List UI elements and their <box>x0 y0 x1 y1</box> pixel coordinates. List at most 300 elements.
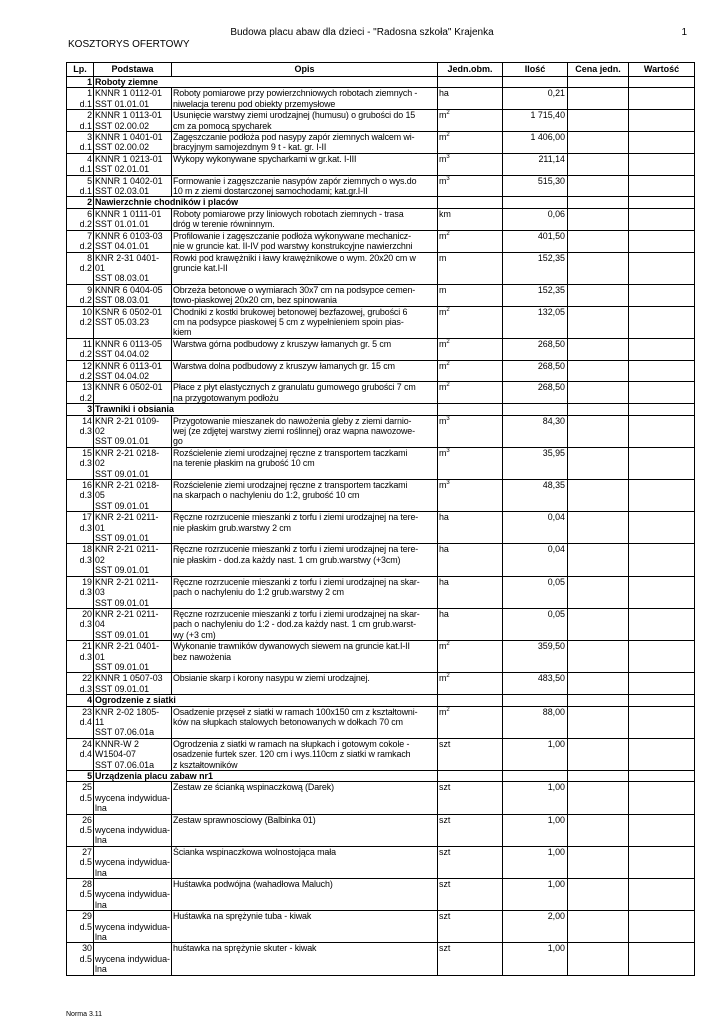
basis-line: SST 01.01.01 <box>95 98 150 109</box>
unit-label: m <box>439 132 447 143</box>
unit-label: szt <box>439 738 451 749</box>
unit-exponent: 2 <box>446 706 450 713</box>
item-number: 10 <box>82 306 92 317</box>
item-lp <box>67 175 94 197</box>
description-line: go <box>173 436 183 447</box>
unit-label: szt <box>439 782 451 793</box>
item-quantity: 2,00 <box>503 911 568 943</box>
item-unit-price <box>568 576 629 608</box>
item-description <box>172 782 438 814</box>
item-unit <box>438 153 503 175</box>
table-row <box>67 306 695 338</box>
item-quantity: 0,05 <box>503 608 568 640</box>
item-quantity: 268,50 <box>503 360 568 382</box>
table-row <box>67 706 695 738</box>
basis-line: wycena indywidua- <box>95 889 170 900</box>
description-line: osadzenie furtek szer. 120 cm i wys.110cm z siatki w ramkach <box>173 749 411 760</box>
item-value <box>629 846 695 878</box>
item-unit-price <box>568 544 629 576</box>
table-row <box>67 252 695 284</box>
basis-line: 02 <box>95 554 105 565</box>
item-lp <box>67 706 94 738</box>
description-line: Zagęszczanie podłoża pod nasypy zapór ziemnych walcem wi- <box>173 132 415 143</box>
item-section-ref: d.2 <box>79 349 92 360</box>
description-line: na terenie płaskim na grubość 10 cm <box>173 458 315 469</box>
basis-line: lna <box>95 803 107 814</box>
item-unit <box>438 911 503 943</box>
item-unit-price <box>568 706 629 738</box>
item-section-ref: d.3 <box>79 651 92 662</box>
unit-label: ha <box>439 88 449 99</box>
basis-line: 03 <box>95 587 105 598</box>
item-basis <box>94 153 172 175</box>
item-value <box>629 88 695 110</box>
basis-line: SST 04.04.02 <box>95 349 150 360</box>
basis-line: lna <box>95 964 107 975</box>
basis-line: 05 <box>95 490 105 501</box>
item-quantity: 0,21 <box>503 88 568 110</box>
item-number: 21 <box>82 641 92 652</box>
item-basis <box>94 576 172 608</box>
item-description <box>172 738 438 770</box>
unit-label: szt <box>439 943 451 954</box>
basis-line: SST 09.01.01 <box>95 436 150 447</box>
item-unit <box>438 706 503 738</box>
item-basis <box>94 88 172 110</box>
unit-label: szt <box>439 879 451 890</box>
item-value <box>629 738 695 770</box>
item-basis <box>94 608 172 640</box>
table-row <box>67 132 695 154</box>
item-quantity: 35,95 <box>503 447 568 479</box>
basis-line: KNR 2-21 0109- <box>95 415 160 426</box>
table-row <box>67 360 695 382</box>
basis-line: KSNR 6 0502-01 <box>95 306 163 317</box>
item-number: 14 <box>82 415 92 426</box>
item-quantity: 1,00 <box>503 943 568 975</box>
basis-line: KNNR 1 0111-01 <box>95 208 162 219</box>
item-lp <box>67 415 94 447</box>
description-line: Ręczne rozrzucenie mieszanki z torfu i ziemi urodzajnej na tere- <box>173 512 419 523</box>
item-basis <box>94 230 172 252</box>
item-unit-price <box>568 284 629 306</box>
column-header: Jedn.obm. <box>438 63 503 77</box>
description-line: Profilowanie i zagęszczanie podłoża wykonywane mechanicz- <box>173 230 411 241</box>
basis-line: W1504-07 <box>95 749 136 760</box>
item-lp <box>67 673 94 695</box>
item-unit-price <box>568 415 629 447</box>
item-number: 30 <box>82 943 92 954</box>
basis-line: SST 01.01.01 <box>95 219 150 230</box>
document-title: Budowa placu abaw dla dzieci - "Radosna szkoła" Krajenka <box>230 27 494 38</box>
description-line: wy (+3 cm) <box>173 629 216 640</box>
item-value <box>629 512 695 544</box>
description-line: Przygotowanie mieszanek do nawożenia gleby z ziemi darnio- <box>173 415 412 426</box>
description-line: Ręczne rozrzucenie mieszanki z torfu i ziemi urodzajnej na tere- <box>173 544 419 555</box>
item-lp <box>67 846 94 878</box>
unit-label: m <box>439 338 447 349</box>
item-unit <box>438 641 503 673</box>
item-section-ref: d.1 <box>79 142 92 153</box>
item-value <box>629 382 695 404</box>
description-line: cm na podsypce piaskowej 5 cm z wypełnieniem spoin pias- <box>173 316 404 327</box>
description-line: Warstwa dolna podbudowy z kruszyw łamanych gr. 15 cm <box>173 360 395 371</box>
basis-line: KNR 2-31 0401- <box>95 252 160 263</box>
item-number: 15 <box>82 447 92 458</box>
empty-cell <box>629 695 695 706</box>
description-line: bracyjnym samojezdnym 9 t - kat. gr. I-II <box>173 142 327 153</box>
item-unit-price <box>568 360 629 382</box>
table-row <box>67 175 695 197</box>
description-line: Formowanie i zagęszczanie nasypów zapór ziemnych o wys.do <box>173 175 417 186</box>
basis-line: KNNR 1 0401-01 <box>95 132 163 143</box>
item-section-ref: d.5 <box>79 953 92 964</box>
item-lp <box>67 230 94 252</box>
item-description <box>172 230 438 252</box>
empty-cell <box>568 695 629 706</box>
item-number: 2 <box>87 110 92 121</box>
item-unit <box>438 175 503 197</box>
item-description <box>172 641 438 673</box>
item-section-ref: d.3 <box>79 554 92 565</box>
item-section-ref: d.5 <box>79 889 92 900</box>
item-number: 19 <box>82 576 92 587</box>
unit-exponent: 3 <box>446 480 450 487</box>
column-header: Podstawa <box>94 63 172 77</box>
basis-line: SST 08.03.01 <box>95 295 150 306</box>
basis-line: SST 08.03.01 <box>95 273 150 284</box>
unit-exponent: 3 <box>446 415 450 422</box>
page-number: 1 <box>681 27 687 38</box>
item-number: 24 <box>82 738 92 749</box>
description-line: Roboty pomiarowe przy liniowych robotach ziemnych - trasa <box>173 208 404 219</box>
item-quantity: 211,14 <box>503 153 568 175</box>
item-unit-price <box>568 132 629 154</box>
item-value <box>629 480 695 512</box>
item-unit <box>438 673 503 695</box>
item-lp <box>67 943 94 975</box>
description-line: Huśtawka podwójna (wahadłowa Maluch) <box>173 879 333 890</box>
section-title: Trawniki i obsiania <box>94 404 438 415</box>
item-quantity: 1,00 <box>503 814 568 846</box>
item-number: 11 <box>82 338 92 349</box>
item-description <box>172 415 438 447</box>
item-quantity: 88,00 <box>503 706 568 738</box>
unit-label: m <box>439 706 447 717</box>
empty-cell <box>503 404 568 415</box>
empty-cell <box>629 404 695 415</box>
item-value <box>629 706 695 738</box>
item-number: 16 <box>82 480 92 491</box>
item-basis <box>94 252 172 284</box>
unit-label: m <box>439 252 447 263</box>
section-row <box>67 404 695 415</box>
table-row <box>67 230 695 252</box>
item-basis <box>94 943 172 975</box>
item-value <box>629 814 695 846</box>
item-lp <box>67 284 94 306</box>
item-unit-price <box>568 879 629 911</box>
item-unit-price <box>568 447 629 479</box>
table-row <box>67 338 695 360</box>
item-quantity: 0,04 <box>503 544 568 576</box>
item-section-ref: d.2 <box>79 370 92 381</box>
item-section-ref: d.5 <box>79 792 92 803</box>
description-line: Obsianie skarp i korony nasypu w ziemi urodzajnej. <box>173 673 370 684</box>
item-unit-price <box>568 88 629 110</box>
item-unit <box>438 814 503 846</box>
description-line: Obrzeża betonowe o wymiarach 30x7 cm na podsypce cemen- <box>173 284 416 295</box>
item-unit-price <box>568 846 629 878</box>
description-line: kiem <box>173 327 192 338</box>
item-value <box>629 544 695 576</box>
item-section-ref: d.3 <box>79 619 92 630</box>
basis-line: KNNR 6 0113-01 <box>95 360 162 371</box>
item-quantity: 152,35 <box>503 252 568 284</box>
item-value <box>629 911 695 943</box>
item-quantity: 401,50 <box>503 230 568 252</box>
item-unit <box>438 252 503 284</box>
description-line: Warstwa górna podbudowy z kruszyw łamanych gr. 5 cm <box>173 338 392 349</box>
section-number: 1 <box>67 77 94 88</box>
table-row <box>67 512 695 544</box>
unit-label: szt <box>439 846 451 857</box>
basis-line: SST 09.01.01 <box>95 597 150 608</box>
basis-line: SST 02.03.01 <box>95 186 150 197</box>
item-description <box>172 814 438 846</box>
item-number: 27 <box>82 846 92 857</box>
item-quantity: 1,00 <box>503 738 568 770</box>
item-section-ref: d.2 <box>79 316 92 327</box>
item-lp <box>67 738 94 770</box>
description-line: ków na słupkach stalowych betonowanych w dołkach 70 cm <box>173 716 403 727</box>
basis-line: SST 09.01.01 <box>95 661 150 672</box>
item-description <box>172 544 438 576</box>
column-header: Ilość <box>503 63 568 77</box>
item-description <box>172 88 438 110</box>
item-section-ref: d.1 <box>79 120 92 131</box>
item-unit <box>438 88 503 110</box>
item-value <box>629 608 695 640</box>
item-number: 12 <box>82 360 92 371</box>
item-description <box>172 911 438 943</box>
description-line: nie płaskim - dod.za każdy nast. 1 cm grub.warstwy (+3cm) <box>173 554 401 565</box>
basis-line: KNR 2-21 0211- <box>95 544 159 555</box>
basis-line <box>95 815 170 825</box>
basis-line: KNNR 1 0113-01 <box>95 110 162 121</box>
item-basis <box>94 447 172 479</box>
basis-line: KNR 2-21 0218- <box>95 447 160 458</box>
item-value <box>629 673 695 695</box>
description-line: Huśtawka na sprężynie tuba - kiwak <box>173 911 312 922</box>
basis-line: wycena indywidua- <box>95 953 170 964</box>
item-value <box>629 338 695 360</box>
item-value <box>629 641 695 673</box>
basis-line: lna <box>95 899 107 910</box>
item-quantity: 1 715,40 <box>503 110 568 132</box>
item-lp <box>67 382 94 404</box>
unit-label: m <box>439 110 447 121</box>
empty-cell <box>568 404 629 415</box>
item-value <box>629 132 695 154</box>
item-basis <box>94 846 172 878</box>
basis-line: 02 <box>95 426 105 436</box>
item-number: 23 <box>82 706 92 717</box>
item-unit <box>438 608 503 640</box>
item-description <box>172 153 438 175</box>
item-section-ref: d.3 <box>79 683 92 694</box>
item-quantity: 483,50 <box>503 673 568 695</box>
item-quantity: 48,35 <box>503 480 568 512</box>
empty-cell <box>568 77 629 88</box>
item-basis <box>94 208 172 230</box>
unit-label: szt <box>439 911 451 922</box>
column-header: Opis <box>172 63 438 77</box>
item-description <box>172 608 438 640</box>
item-basis <box>94 673 172 695</box>
empty-cell <box>503 771 568 782</box>
basis-line: 11 <box>95 716 105 727</box>
table-row <box>67 576 695 608</box>
unit-label: m <box>439 284 447 295</box>
description-line: huśtawka na sprężynie skuter - kiwak <box>173 943 317 954</box>
item-description <box>172 284 438 306</box>
item-quantity: 268,50 <box>503 338 568 360</box>
basis-line: KNNR 6 0404-05 <box>95 284 163 295</box>
item-lp <box>67 544 94 576</box>
table-row <box>67 110 695 132</box>
item-number: 13 <box>82 382 92 393</box>
item-basis <box>94 132 172 154</box>
item-value <box>629 943 695 975</box>
description-line: Zestaw sprawnosciowy (Balbinka 01) <box>173 814 316 825</box>
table-row <box>67 782 695 814</box>
unit-exponent: 2 <box>446 673 450 680</box>
item-number: 5 <box>87 175 92 186</box>
column-header: Wartość <box>629 63 695 77</box>
empty-cell <box>629 771 695 782</box>
basis-line: SST 09.01.01 <box>95 500 150 511</box>
item-section-ref: d.1 <box>79 186 92 197</box>
item-unit <box>438 738 503 770</box>
item-quantity: 0,06 <box>503 208 568 230</box>
basis-line: SST 09.01.01 <box>95 565 150 576</box>
item-basis <box>94 879 172 911</box>
item-value <box>629 782 695 814</box>
description-line: Chodniki z kostki brukowej betonowej bezfazowej, grubości 6 <box>173 306 408 317</box>
unit-label: m <box>439 175 447 186</box>
basis-line: SST 09.01.01 <box>95 533 150 544</box>
description-line: niwelacja terenu pod obiekty przemysłowe <box>173 98 336 109</box>
item-section-ref: d.5 <box>79 825 92 836</box>
item-section-ref: d.2 <box>79 295 92 306</box>
basis-line: KNR 2-21 0218- <box>95 480 160 491</box>
empty-cell <box>568 771 629 782</box>
basis-line: wycena indywidua- <box>95 825 170 835</box>
item-number: 9 <box>87 284 92 295</box>
unit-label: ha <box>439 608 449 619</box>
item-unit-price <box>568 738 629 770</box>
description-line: Wykonanie trawników dywanowych siewem na gruncie kat.I-II <box>173 641 410 652</box>
item-basis <box>94 706 172 738</box>
item-unit-price <box>568 673 629 695</box>
table-row <box>67 814 695 846</box>
basis-line: KNNR 1 0402-01 <box>95 175 163 186</box>
empty-cell <box>438 771 503 782</box>
description-line: Ścianka wspinaczkowa wolnostojąca mała <box>173 846 336 857</box>
unit-label: m <box>439 230 447 241</box>
item-unit <box>438 284 503 306</box>
description-line: nie płaskim grub.warstwy 2 cm <box>173 522 291 533</box>
basis-line: KNNR 1 0213-01 <box>95 153 163 164</box>
item-value <box>629 360 695 382</box>
unit-label: ha <box>439 512 449 523</box>
document-type: KOSZTORYS OFERTOWY <box>68 39 190 50</box>
description-line: Ręczne rozrzucenie mieszanki z torfu i ziemi urodzajnej na skar- <box>173 576 420 587</box>
empty-cell <box>438 77 503 88</box>
description-line: 10 m z ziemi dostarczonej samochodami; kat.gr.I-II <box>173 186 368 197</box>
item-unit-price <box>568 252 629 284</box>
column-header: Lp. <box>67 63 94 77</box>
basis-line: KNR 2-21 0211- <box>95 576 159 587</box>
basis-line: SST 09.01.01 <box>95 629 150 640</box>
unit-exponent: 2 <box>446 360 450 367</box>
item-unit <box>438 576 503 608</box>
basis-line: KNR 2-21 0211- <box>95 608 159 619</box>
section-title: Urządzenia placu zabaw nr1 <box>94 771 438 782</box>
unit-label: m <box>439 306 447 317</box>
basis-line: SST 04.04.02 <box>95 370 150 381</box>
unit-label: m <box>439 480 447 491</box>
basis-line: SST 02.00.02 <box>95 142 150 153</box>
item-quantity: 152,35 <box>503 284 568 306</box>
item-basis <box>94 782 172 814</box>
item-description <box>172 480 438 512</box>
item-section-ref: d.5 <box>79 921 92 932</box>
item-unit-price <box>568 306 629 338</box>
basis-line: KNR 2-21 0211- <box>95 512 159 523</box>
item-unit <box>438 110 503 132</box>
item-section-ref: d.3 <box>79 522 92 533</box>
section-row <box>67 77 695 88</box>
item-basis <box>94 814 172 846</box>
item-description <box>172 512 438 544</box>
item-number: 7 <box>87 230 92 241</box>
basis-line: wycena indywidua- <box>95 921 170 932</box>
item-unit <box>438 360 503 382</box>
section-row <box>67 197 695 208</box>
description-line: wej (ze zdjętej warstwy ziemi roślinnej) oraz wapna nawozowe- <box>173 426 416 436</box>
item-number: 20 <box>82 608 92 619</box>
table-row <box>67 943 695 975</box>
table-row <box>67 415 695 447</box>
table-row <box>67 641 695 673</box>
item-value <box>629 284 695 306</box>
item-lp <box>67 782 94 814</box>
item-value <box>629 306 695 338</box>
basis-line <box>95 879 170 889</box>
item-number: 1 <box>87 88 92 99</box>
description-line: nie w gruncie kat. II-IV pod warstwy konstrukcyjne nawierzchni <box>173 241 413 252</box>
item-unit <box>438 208 503 230</box>
section-number: 3 <box>67 404 94 415</box>
unit-label: m <box>439 641 447 652</box>
item-unit <box>438 447 503 479</box>
item-quantity: 359,50 <box>503 641 568 673</box>
section-title: Ogrodzenie z siatki <box>94 695 438 706</box>
table-row <box>67 673 695 695</box>
section-number: 4 <box>67 695 94 706</box>
